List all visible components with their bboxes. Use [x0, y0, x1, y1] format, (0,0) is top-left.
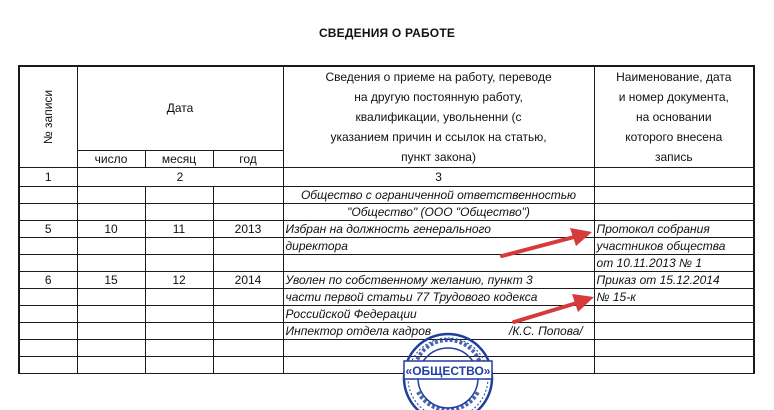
record-6-info-line3: Российской Федерации	[283, 306, 594, 323]
record-5-year: 2013	[213, 221, 283, 238]
record-5-doc-line2: участников общества	[594, 238, 754, 255]
stamp-text: «ОБЩЕСТВО»	[405, 364, 491, 378]
record-5-doc-line1: Протокол собрания	[594, 221, 754, 238]
col-number-2: 2	[77, 168, 283, 187]
inspector-title: Инпектор отдела кадров	[285, 324, 432, 338]
arrow-to-order-icon	[508, 292, 600, 328]
record-6-info-line2: части первой статьи 77 Трудового кодекса	[283, 289, 594, 306]
page-title: СВЕДЕНИЯ О РАБОТЕ	[318, 26, 456, 40]
inspector-signature: /К.С. Попова/	[509, 324, 583, 338]
org-name-line1: Общество с ограниченной ответственностью	[283, 187, 594, 204]
month-header: месяц	[145, 150, 213, 167]
org-name-line2: "Общество" (ООО "Общество")	[283, 204, 594, 221]
year-header: год	[213, 150, 283, 167]
info-header: Сведения о приеме на работу, переводе на другую постоянную работу, квалификации, увольненни (с указанием причин и ссылок на статью, пункт закона)	[283, 66, 594, 168]
record-5-day: 10	[77, 221, 145, 238]
record-6-doc-line2: № 15-к	[594, 289, 754, 306]
day-header: число	[77, 150, 145, 167]
company-stamp-icon	[400, 330, 496, 410]
record-6-month: 12	[145, 272, 213, 289]
arrow-to-protocol-icon	[496, 226, 598, 262]
record-5-info-line1: Избран на должность генерального	[283, 221, 594, 238]
record-6-doc-line1: Приказ от 15.12.2014	[594, 272, 754, 289]
record-5-month: 11	[145, 221, 213, 238]
record-no-header: № записи	[19, 66, 77, 168]
document-header: Наименование, дата и номер документа, на основании которого внесена запись	[594, 66, 754, 168]
record-5-info-line2: директора	[283, 238, 594, 255]
record-6-info-line1: Уволен по собственному желанию, пункт 3	[283, 272, 594, 289]
record-5-doc-line3: от 10.11.2013 № 1	[594, 255, 754, 272]
date-header: Дата	[77, 66, 283, 150]
record-5-number: 5	[19, 221, 77, 238]
col-number-3: 3	[283, 168, 594, 187]
record-6-year: 2014	[213, 272, 283, 289]
record-6-day: 15	[77, 272, 145, 289]
work-records-table	[18, 65, 755, 374]
record-6-number: 6	[19, 272, 77, 289]
col-number-1: 1	[19, 168, 77, 187]
